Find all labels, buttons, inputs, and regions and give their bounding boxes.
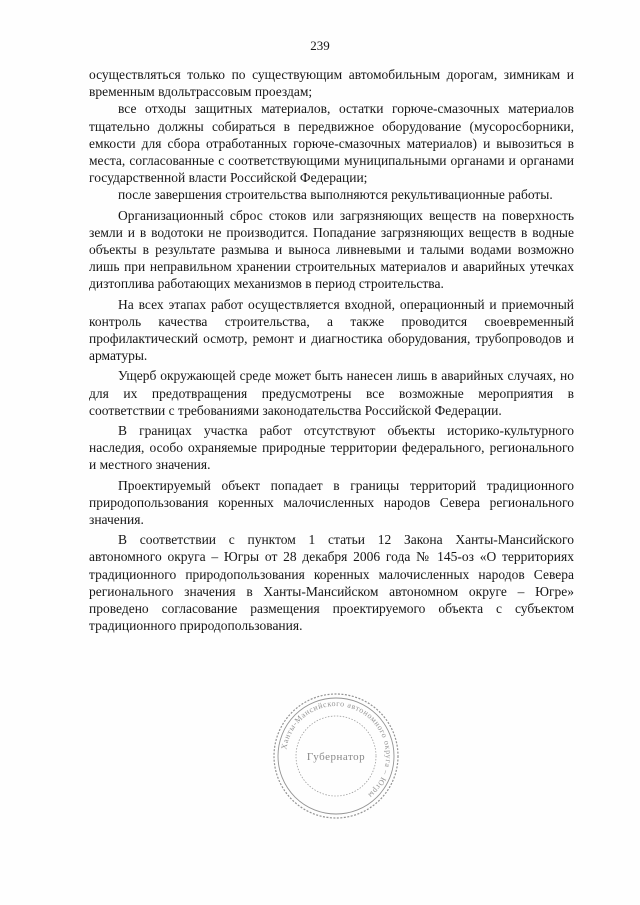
paragraph-agreement: В соответствии с пунктом 1 статьи 12 Закона Ханты-Мансийского автономного округа – Югры от 28 декабря 2006 года № 145-оз «О территориях традиционного природопользования коренных малочисленных народов Севера регионального значения в Ханты-Мансийском автономном округе – Югре» проведено согласование размещения проектируемого объекта с субъектом традиционного природопользования.: [89, 532, 574, 634]
stamp-center-text: Губернатор: [306, 751, 366, 763]
document-body: [89, 66, 574, 635]
page-number: 239: [310, 38, 330, 53]
paragraph-traditional-territories: Проектируемый объект попадает в границы территорий традиционного природопользования коренных малочисленных народов Севера регионального значения.: [89, 477, 574, 528]
paragraph-quality-control: На всех этапах работ осуществляется входной, операционный и приемочный контроль качества строительства, а также проводится своевременный профилактический осмотр, ремонт и диагностика оборудования, трубопроводов и арматуры.: [89, 296, 574, 364]
paragraph-environmental-damage: Ущерб окружающей среде может быть нанесен лишь в аварийных случаях, но для их предотвращения предусмотрены все возможные мероприятия в соответствии с требованиями законодательства Российской Федерации.: [89, 368, 574, 418]
official-stamp: [270, 690, 402, 822]
paragraph-waste-disposal: все отходы защитных материалов, остатки горюче-смазочных материалов тщательно должны собираться в передвижное оборудование (мусоросборники, емкости для сбора отработанных горюче-смазочных материалов) и вывозиться в места, согласованные с соответствующими муниципальными органами и органами государственной власти Российской Федерации;: [89, 101, 574, 186]
stamp-seal-graphic: [270, 690, 402, 822]
paragraph-discharge: Организационный сброс стоков или загрязняющих веществ на поверхность земли и в водотоки не производится. Попадание загрязняющих веществ в водные объекты в результате размыва и выноса ливневыми и талыми водами возможно лишь при неправильном хранении строительных материалов и аварийных утечках дизтоплива работающих механизмов в период строительства.: [89, 207, 574, 292]
paragraph-heritage-sites: В границах участка работ отсутствуют объекты историко-культурного наследия, особо охраняемые природные территории федерального, регионального и местного значения.: [89, 423, 574, 473]
paragraph-recultivation: после завершения строительства выполняются рекультивационные работы.: [118, 187, 553, 203]
stamp-outer-text: Ханты-Мансийского автономного округа – Югры: [279, 698, 394, 801]
paragraph-continuation: осуществляться только по существующим автомобильным дорогам, зимникам и временным вдольтрассовым проездам;: [89, 67, 574, 100]
